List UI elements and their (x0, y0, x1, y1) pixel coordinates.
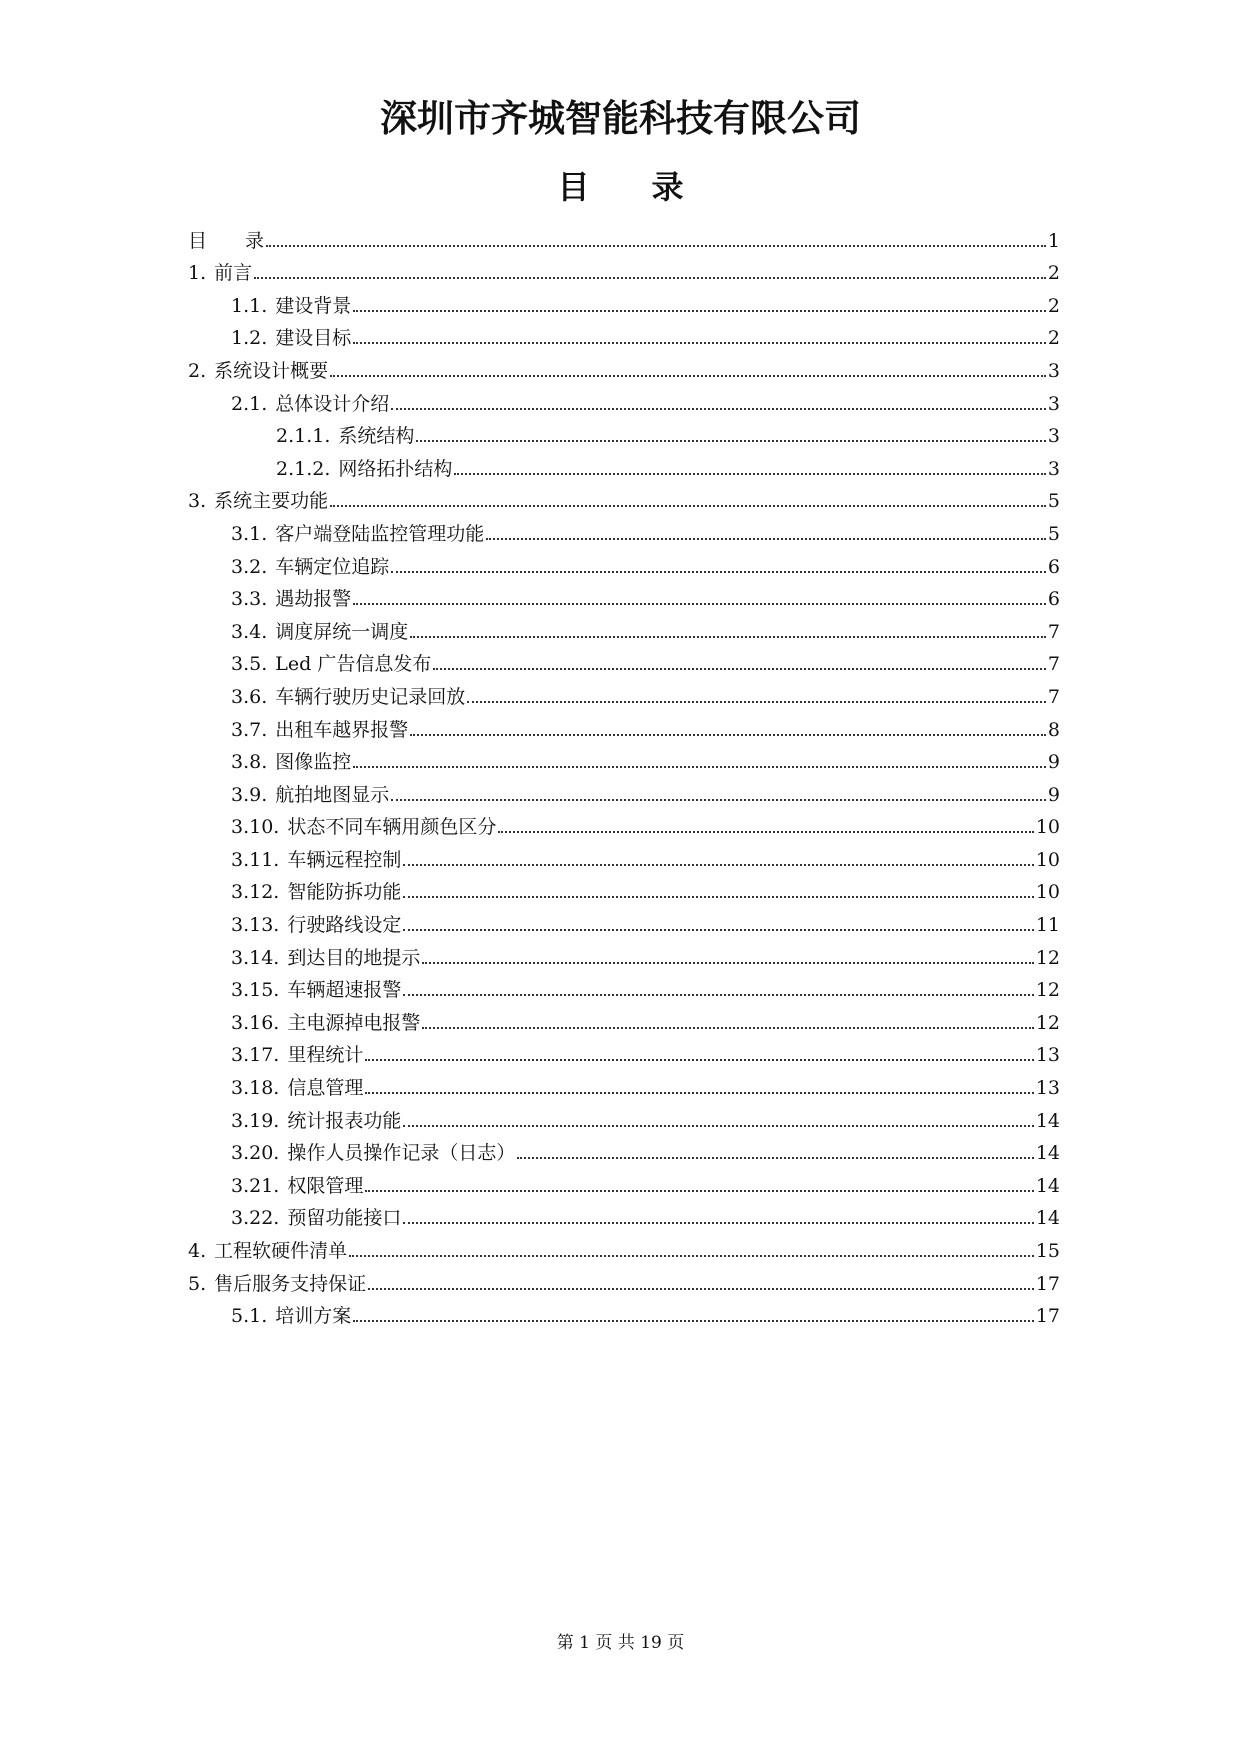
toc-entry-label (231, 1305, 351, 1327)
toc-entry-number: 3.6. (231, 685, 268, 708)
toc-entry-number: 目 (188, 229, 208, 252)
toc-entry-title: 录 (245, 229, 265, 252)
toc-dot-leader (422, 1027, 1033, 1029)
toc-dot-leader (353, 1320, 1034, 1322)
toc-entry-label (231, 1110, 401, 1132)
toc-entry[interactable] (188, 610, 1060, 643)
toc-entry-label (231, 881, 401, 903)
toc-entry-title: 工程软硬件清单 (214, 1240, 348, 1262)
toc-entry[interactable] (188, 219, 1060, 252)
toc-entry-number: 2.1.2. (276, 457, 331, 480)
toc-entry-label (231, 295, 351, 317)
toc-entry-page-number: 7 (1047, 685, 1060, 708)
toc-entry-title: 统计报表功能 (287, 1109, 402, 1132)
toc-entry-label (231, 1012, 420, 1034)
toc-entry-page-number: 2 (1047, 294, 1060, 317)
toc-dot-leader (353, 310, 1046, 312)
toc-dot-leader (486, 538, 1046, 540)
toc-entry-title: 系统结构 (338, 425, 415, 448)
toc-entry-number: 3.17. (231, 1044, 280, 1067)
toc-dot-leader (517, 1157, 1033, 1159)
toc-entry-page-number: 11 (1035, 914, 1060, 937)
toc-entry-page-number: 13 (1035, 1077, 1060, 1100)
toc-entry[interactable] (188, 1132, 1060, 1165)
toc-entry-title: 车辆远程控制 (287, 848, 402, 871)
toc-entry-number: 3. (188, 490, 207, 513)
toc-entry-page-number: 2 (1047, 262, 1060, 285)
toc-entry-title: 车辆超速报警 (287, 979, 402, 1002)
toc-entry-number: 3.1. (231, 522, 268, 545)
toc-entry-title: 系统主要功能 (214, 490, 329, 513)
toc-dot-leader (391, 799, 1046, 801)
toc-dot-leader (330, 505, 1046, 507)
toc-dot-leader (498, 831, 1033, 833)
toc-entry-label (231, 1044, 363, 1066)
toc-entry-number: 2.1. (231, 392, 268, 415)
toc-entry-number: 3.4. (231, 620, 268, 643)
toc-entry-number: 2.1.1. (276, 425, 331, 448)
toc-entry-label (231, 653, 431, 675)
toc-entry-title: 预留功能接口 (287, 1207, 402, 1230)
toc-entry-label (231, 751, 351, 773)
toc-entry-page-number: 17 (1035, 1272, 1060, 1295)
toc-entry-page-number: 5 (1047, 522, 1060, 545)
toc-entry-number: 3.15. (231, 979, 280, 1002)
toc-entry-label (231, 816, 496, 838)
toc-entry[interactable] (188, 349, 1060, 382)
toc-entry[interactable] (188, 806, 1060, 839)
toc-dot-leader (365, 1190, 1033, 1192)
toc-entry-title: Led 广告信息发布 (275, 653, 432, 676)
toc-entry[interactable] (188, 447, 1060, 480)
toc-entry[interactable] (188, 1164, 1060, 1197)
toc-entry[interactable] (188, 1262, 1060, 1295)
toc-entry-label (231, 1077, 363, 1099)
toc-dot-leader (353, 342, 1046, 344)
toc-entry-label (231, 1142, 515, 1164)
toc-entry-number: 5.1. (231, 1305, 268, 1328)
toc-entry[interactable] (188, 545, 1060, 578)
toc-entry[interactable] (188, 936, 1060, 969)
toc-entry-number: 3.11. (231, 848, 280, 871)
toc-entry-title: 车辆定位追踪 (275, 555, 390, 578)
toc-dot-leader (403, 1125, 1033, 1127)
toc-entry-page-number: 5 (1047, 490, 1060, 513)
toc-entry-label (231, 327, 351, 349)
toc-entry-page-number: 1 (1047, 229, 1060, 252)
toc-entry-title: 操作人员操作记录（日志） (287, 1142, 516, 1165)
toc-entry-title: 智能防拆功能 (287, 881, 402, 904)
toc-entry[interactable] (188, 578, 1060, 611)
toc-dot-leader (403, 994, 1033, 996)
toc-entry[interactable] (188, 382, 1060, 415)
toc-entry-number: 3.19. (231, 1109, 280, 1132)
toc-entry-page-number: 13 (1035, 1044, 1060, 1067)
toc-dot-leader (391, 571, 1046, 573)
toc-entry[interactable] (188, 1034, 1060, 1067)
toc-entry-page-number: 12 (1035, 979, 1060, 1002)
toc-entry-number: 3.12. (231, 881, 280, 904)
toc-entry-label (231, 523, 484, 545)
toc-entry-page-number: 10 (1035, 881, 1060, 904)
toc-dot-leader (365, 1059, 1033, 1061)
toc-entry-page-number: 10 (1035, 816, 1060, 839)
toc-entry-page-number: 2 (1047, 327, 1060, 350)
toc-entry-page-number: 3 (1047, 425, 1060, 448)
toc-entry-label (231, 556, 389, 578)
toc-entry-page-number: 14 (1035, 1109, 1060, 1132)
table-of-contents (188, 219, 1060, 1327)
toc-entry-number: 3.14. (231, 946, 280, 969)
toc-entry-label (231, 1207, 401, 1229)
toc-entry[interactable] (188, 1229, 1060, 1262)
toc-entry-label (276, 458, 452, 480)
toc-entry-title: 主电源掉电报警 (287, 1011, 421, 1034)
toc-entry-number: 3.9. (231, 783, 268, 806)
toc-entry-label (231, 947, 420, 969)
toc-dot-leader (349, 1255, 1034, 1257)
toc-entry-page-number: 14 (1035, 1174, 1060, 1197)
toc-entry-title: 客户端登陆监控管理功能 (275, 522, 485, 545)
toc-entry-label (231, 588, 351, 610)
toc-entry-label (231, 784, 389, 806)
toc-entry-label (231, 1175, 363, 1197)
toc-dot-leader (353, 766, 1046, 768)
toc-entry[interactable] (188, 773, 1060, 806)
toc-entry-label (231, 393, 389, 415)
toc-entry-number: 2. (188, 359, 207, 382)
toc-entry-number: 3.10. (231, 816, 280, 839)
toc-entry-title: 网络拓扑结构 (338, 457, 453, 480)
toc-entry[interactable] (188, 415, 1060, 448)
toc-entry-label (188, 1240, 347, 1262)
toc-entry-number: 3.3. (231, 588, 268, 611)
toc-heading (0, 162, 1241, 208)
toc-entry-title: 前言 (214, 262, 253, 285)
toc-entry-number: 3.18. (231, 1077, 280, 1100)
toc-entry-title: 遇劫报警 (275, 588, 352, 611)
toc-dot-leader (365, 1092, 1033, 1094)
toc-dot-leader (467, 701, 1046, 703)
toc-entry[interactable] (188, 871, 1060, 904)
toc-entry-title: 系统设计概要 (214, 359, 329, 382)
toc-entry-label (276, 425, 414, 447)
toc-entry-label (231, 849, 401, 871)
toc-entry-title: 建设背景 (275, 294, 352, 317)
toc-entry[interactable] (188, 903, 1060, 936)
toc-heading-left: 目 (557, 168, 590, 206)
toc-entry[interactable] (188, 284, 1060, 317)
toc-entry-title: 培训方案 (275, 1305, 352, 1328)
toc-entry[interactable] (188, 969, 1060, 1002)
toc-dot-leader (353, 603, 1046, 605)
toc-entry-title: 航拍地图显示 (275, 783, 390, 806)
toc-entry-number: 4. (188, 1240, 207, 1262)
toc-entry[interactable] (188, 252, 1060, 285)
toc-entry-number: 3.22. (231, 1207, 280, 1230)
toc-entry-number: 1. (188, 262, 207, 285)
toc-entry-title: 车辆行驶历史记录回放 (275, 685, 466, 708)
toc-entry-number: 3.2. (231, 555, 268, 578)
toc-entry-page-number: 7 (1047, 620, 1060, 643)
toc-dot-leader (403, 929, 1033, 931)
toc-entry[interactable] (188, 1001, 1060, 1034)
toc-entry[interactable] (188, 643, 1060, 676)
toc-entry[interactable] (188, 512, 1060, 545)
toc-entry[interactable] (188, 1295, 1060, 1328)
toc-dot-leader (266, 245, 1046, 247)
toc-entry-page-number: 3 (1047, 392, 1060, 415)
toc-entry-page-number: 3 (1047, 457, 1060, 480)
toc-entry-label (188, 490, 328, 512)
toc-entry-title: 调度屏统一调度 (275, 620, 409, 643)
toc-entry-page-number: 8 (1047, 718, 1060, 741)
toc-entry-number: 3.8. (231, 751, 268, 774)
toc-entry-label (188, 1273, 366, 1295)
toc-entry-page-number: 3 (1047, 359, 1060, 382)
toc-entry-page-number: 7 (1047, 653, 1060, 676)
toc-entry-title: 到达目的地提示 (287, 946, 421, 969)
toc-entry[interactable] (188, 1066, 1060, 1099)
toc-entry-page-number: 9 (1047, 783, 1060, 806)
toc-entry-label (188, 360, 328, 382)
toc-dot-leader (422, 962, 1033, 964)
toc-entry-number: 1.1. (231, 294, 268, 317)
toc-entry-number: 3.5. (231, 653, 268, 676)
toc-entry-number: 3.16. (231, 1011, 280, 1034)
toc-entry-title: 信息管理 (287, 1077, 364, 1100)
toc-entry-number: 3.20. (231, 1142, 280, 1165)
toc-dot-leader (410, 734, 1046, 736)
toc-entry-label (231, 914, 401, 936)
toc-entry-number: 1.2. (231, 327, 268, 350)
toc-entry-title: 出租车越界报警 (275, 718, 409, 741)
toc-entry-page-number: 12 (1035, 1011, 1060, 1034)
toc-dot-leader (330, 375, 1046, 377)
toc-entry[interactable] (188, 1099, 1060, 1132)
toc-dot-leader (410, 636, 1046, 638)
company-title: 深圳市齐城智能科技有限公司 (380, 97, 861, 140)
toc-entry-title: 行驶路线设定 (287, 914, 402, 937)
toc-entry-title: 状态不同车辆用颜色区分 (287, 816, 497, 839)
toc-entry-page-number: 17 (1035, 1305, 1060, 1328)
toc-dot-leader (403, 896, 1033, 898)
toc-entry-title: 售后服务支持保证 (214, 1272, 367, 1295)
toc-entry-page-number: 14 (1035, 1142, 1060, 1165)
toc-entry-page-number: 6 (1047, 555, 1060, 578)
toc-entry-title: 图像监控 (275, 751, 352, 774)
toc-entry-title: 里程统计 (287, 1044, 364, 1067)
toc-entry-title: 建设目标 (275, 327, 352, 350)
toc-entry-label (188, 230, 264, 252)
toc-entry-page-number: 6 (1047, 588, 1060, 611)
toc-entry-title: 权限管理 (287, 1174, 364, 1197)
toc-dot-leader (403, 864, 1033, 866)
toc-entry-number: 3.21. (231, 1174, 280, 1197)
toc-entry[interactable] (188, 838, 1060, 871)
toc-entry[interactable] (188, 480, 1060, 513)
toc-entry[interactable] (188, 741, 1060, 774)
toc-entry-page-number: 12 (1035, 946, 1060, 969)
toc-entry-label (231, 686, 465, 708)
toc-entry-number: 3.7. (231, 718, 268, 741)
toc-entry-label (188, 262, 252, 284)
toc-heading-right: 录 (651, 168, 684, 206)
toc-entry-label (231, 621, 408, 643)
toc-dot-leader (391, 408, 1046, 410)
toc-entry-page-number: 10 (1035, 848, 1060, 871)
toc-entry-label (231, 719, 408, 741)
toc-entry-page-number: 9 (1047, 751, 1060, 774)
toc-dot-leader (433, 668, 1046, 670)
toc-entry[interactable] (188, 708, 1060, 741)
toc-dot-leader (454, 473, 1046, 475)
toc-entry-number: 5. (188, 1272, 207, 1295)
toc-entry[interactable] (188, 675, 1060, 708)
toc-dot-leader (403, 1222, 1033, 1224)
page-footer: 第 1 页 共 19 页 (556, 1633, 685, 1653)
toc-entry-title: 总体设计介绍 (275, 392, 390, 415)
toc-entry-label (231, 979, 401, 1001)
toc-dot-leader (368, 1288, 1034, 1290)
toc-entry-page-number: 14 (1035, 1207, 1060, 1230)
toc-dot-leader (416, 440, 1046, 442)
toc-entry-number: 3.13. (231, 914, 280, 937)
toc-entry-page-number: 15 (1035, 1240, 1060, 1262)
toc-dot-leader (254, 277, 1046, 279)
toc-entry[interactable] (188, 317, 1060, 350)
toc-entry[interactable] (188, 1197, 1060, 1230)
